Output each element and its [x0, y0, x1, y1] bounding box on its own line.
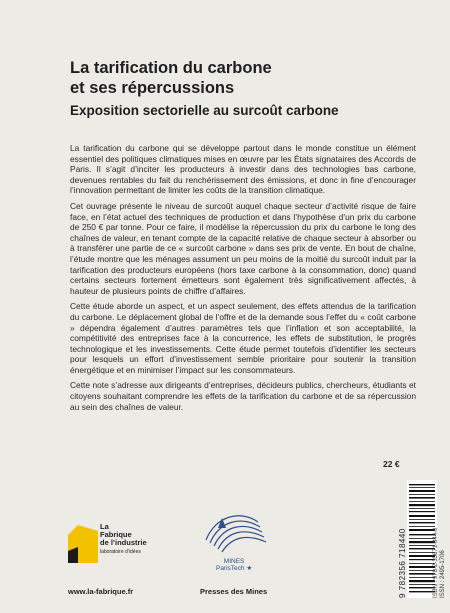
header: [70, 58, 410, 119]
fabrique-line-3: de l’industrie: [100, 538, 147, 547]
paragraph-2: Cet ouvrage présente le niveau de surcoût auquel chaque secteur d’activité risque de faire face, en l’état actuel des techniques de production et dans l’hypothèse d’un prix du carbone de 250 € par tonne. Pour ce faire, il modélise la répercussion du prix du carbone le long des chaînes de valeur, en tenant compte de la capacité relative de chaque secteur à absorber ou à transférer une partie de ce « surcoût carbone » dans ses prix de vente. En bout de chaîne, l’étude montre que les ménages assument un peu moins de la moitié du surcoût induit par la tarification des producteurs européens (hors taxe carbone à la consommation, donc) quand certains secteurs fortement émetteurs sont également très significativement affectés, à hauteur de plusieurs points de chiffre d’affaires.: [70, 200, 416, 296]
mines-swirl-icon: [196, 510, 276, 558]
la-fabrique-logo: [68, 513, 158, 573]
isbn-text: [433, 480, 450, 598]
mines-star-icon: ★: [246, 565, 253, 572]
title: [70, 58, 410, 98]
fabrique-shape-icon: [68, 525, 98, 563]
mines-line-2: ParisTech: [216, 565, 245, 572]
fabrique-wordmark: [100, 523, 147, 556]
mines-line-1: MINES: [223, 558, 245, 565]
back-cover-text: [70, 143, 416, 417]
fabrique-line-1: La: [100, 522, 109, 531]
paragraph-4: Cette note s’adresse aux dirigeants d’entreprises, décideurs publics, chercheurs, étudiants et citoyens souhaitant comprendre les effets de la tarification du carbone et de sa répercussion au sein des chaînes de valeur.: [70, 380, 416, 412]
title-line-1: La tarification du carbone: [70, 59, 272, 77]
isbn-line: ISBN : 978-2-35671-844-0: [433, 527, 439, 598]
fabrique-url[interactable]: www.la-fabrique.fr: [68, 587, 134, 596]
paragraph-3: Cette étude aborde un aspect, et un aspect seulement, des effets attendus de la tarification du carbone. Le déplacement global de l’offre et de la demande sous l’effet du « coût carbone » dépendra également d’autres paramètres tels que l’inflation et son acceptabilité, la compétitivité des entreprises face à la concurrence, les effets de substitution, le progrès technologique et les investissements. Cette étude permet toutefois d’identifier les secteurs pour lesquels un effort d’investissement semble prioritaire pour soutenir la transition énergétique et en minimiser l’impact sur les consommateurs.: [70, 301, 416, 375]
paragraph-1: La tarification du carbone qui se développe partout dans le monde constitue un élément essentiel des politiques climatiques mises en œuvre par les États signataires des Accords de Paris. Il s’agit d’inciter les producteurs à investir dans des technologies bas carbone, devenues rentables du fait du renchérissement des émissions, et donc in fine d’encourager l’innovation permettant de limiter les coûts de la transition climatique.: [70, 143, 416, 196]
price: 22 €: [383, 459, 400, 469]
issn-line: ISSN : 2495-1706: [440, 550, 446, 598]
fabrique-tagline: laboratoire d’idées: [100, 549, 141, 555]
fabrique-line-2: Fabrique: [100, 530, 132, 539]
subtitle: Exposition sectorielle au surcoût carbone: [70, 103, 339, 118]
barcode-digits: 9 782356 718440: [398, 528, 407, 598]
title-line-2: et ses répercussions: [70, 79, 235, 97]
presses-des-mines-label: Presses des Mines: [200, 587, 268, 596]
mines-wordmark: [216, 558, 252, 572]
barcode-area: [395, 480, 446, 598]
